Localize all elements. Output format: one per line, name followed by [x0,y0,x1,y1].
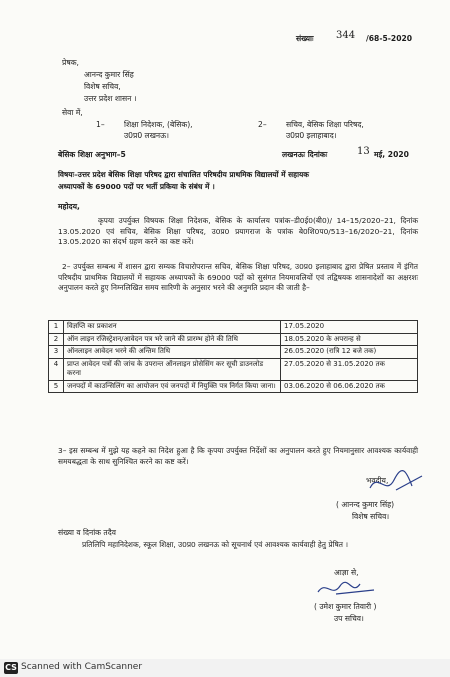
ref-prefix: संख्याः [296,34,314,43]
signature-mark-2 [316,578,376,600]
signer-title: विशेष सचिव। [352,512,390,521]
date-rest: मई, 2020 [374,150,409,159]
signer-2-name: ( उमेश कुमार तिवारी ) [314,602,377,611]
table-row [49,380,418,393]
row-number: 3 [49,346,64,359]
ref-number: 344 [336,30,356,41]
row-number: 5 [49,380,64,393]
row-date: 27.05.2020 से 31.05.2020 तक [281,358,418,380]
from-label: प्रेषक, [62,58,79,67]
row-event: ऑनलाइन आवेदन भरने की अन्तिम तिथि [64,346,281,359]
recipient-1-number: 1– [96,120,105,129]
to-label: सेवा में, [62,108,83,117]
sender-org: उत्तर प्रदेश शासन । [84,94,137,103]
recipient-2-line2: उ0प्र0 इलाहाबाद। [286,131,337,140]
scanner-watermark: Scanned with CamScanner [21,662,143,672]
date-day: 13 [357,146,370,157]
row-date: 17.05.2020 [281,321,418,334]
schedule-table [48,320,418,393]
recipient-2-number: 2– [258,120,267,129]
recipient-2-line1: सचिव, बेसिक शिक्षा परिषद, [286,120,364,129]
row-event: ऑन लाइन रजिस्ट्रेशन/आवेदन पत्र भरे जाने की प्रारम्भ होने की तिथि [64,333,281,346]
closing: भवदीय, [366,476,389,485]
table-row [49,321,418,334]
recipient-1-line2: उ0प्र0 लखनऊ। [124,131,169,140]
cc-heading: संख्या व दिनांक तदैव [58,528,117,537]
table-row [49,333,418,346]
ref-suffix: /68-5-2020 [366,34,413,43]
cc-text: प्रतिलिपि महानिदेशक, स्कूल शिक्षा, उ0प्र0 लखनऊ को सूचनार्थ एवं आवश्यक कार्यवाही हेतु प्रेषित । [82,540,349,549]
paragraph-1: कृपया उपर्युक्त विषयक शिक्षा निदेशक, बेसिक के कार्यालय पत्रांक–डी0ई0(बी0)/ 14–15/2020–21, दिनांक 13.05.2020 एवं सचिव, बेसिक शिक्षा परिषद, उ0प्र0 प्रयागराज के पत्रांक बे0शि0प0/513–16/2020–21, दिनांक 13.05.2020 का संदर्भ ग्रहण करने का कष्ट करें। [58,216,418,247]
signer-name: ( आनन्द कुमार सिंह) [336,500,395,509]
signature-mark [366,466,426,500]
row-event: प्राप्त आवेदन पत्रों की जांच के उपरान्त ऑनलाइन प्रोसेसिंग कर सूची डाउनलोड करना [64,358,281,380]
row-date: 18.05.2020 के अपरान्ह से [281,333,418,346]
row-event: विज्ञप्ति का प्रकाशन [64,321,281,334]
table-row [49,358,418,380]
row-number: 4 [49,358,64,380]
paragraph-2: 2– उपर्युक्त सम्बन्ध में शासन द्वारा सम्यक विचारोपरान्त सचिव, बेसिक शिक्षा परिषद, उ0प्र0 इलाहाबाद द्वारा प्रेषित प्रस्ताव में इंगित परिषदीय प्राथमिक विद्यालयों में सहायक अध्यापकों के 69000 पदों को सुसंगत नियमावलियों एवं तद्विषयक शासनादेशों का अक्षरशः अनुपालन करते हुए निम्नलिखित समय सारिणी के अनुसार भरने की अनुमति प्रदान की जाती है– [58,262,418,293]
paragraph-3: 3– इस सम्बन्ध में मुझे यह कहने का निदेश हुआ है कि कृपया उपर्युक्त निर्देशों का अनुपालन करते हुए नियमानुसार आवश्यक कार्यवाही समयबद्धता के साथ सुनिश्चित करने का कष्ट करें। [58,446,418,466]
row-number: 1 [49,321,64,334]
section-name: बेसिक शिक्षा अनुभाग–5 [58,150,126,159]
subject-line-1: विषयः–उत्तर प्रदेश बेसिक शिक्षा परिषद द्वारा संचालित परिषदीय प्राथमिक विद्यालयों में सहायक [58,170,309,179]
row-number: 2 [49,333,64,346]
row-date: 26.05.2020 (रात्रि 12 बजे तक) [281,346,418,359]
date-prefix: लखनऊः दिनांकः [282,150,328,159]
salutation: महोदय, [58,202,80,211]
subject-line-2: अध्यापकों के 69000 पदों पर भर्ती प्रकिया के संबंध में । [58,182,215,191]
camscanner-logo: CS [5,663,17,672]
row-event: जनपदों में काउन्सिलिंग का आयोजन एवं जनपदों में नियुक्ति पत्र निर्गत किया जाना। [64,380,281,393]
recipient-1-line1: शिक्षा निदेशक, (बेसिक), [124,120,193,129]
sender-name: आनन्द कुमार सिंह [84,70,134,79]
order-text: आज्ञा से, [334,568,359,577]
sender-title: विशेष सचिव, [84,82,121,91]
signer-2-title: उप सचिव। [334,614,364,623]
row-date: 03.06.2020 से 06.06.2020 तक [281,380,418,393]
table-row [49,346,418,359]
